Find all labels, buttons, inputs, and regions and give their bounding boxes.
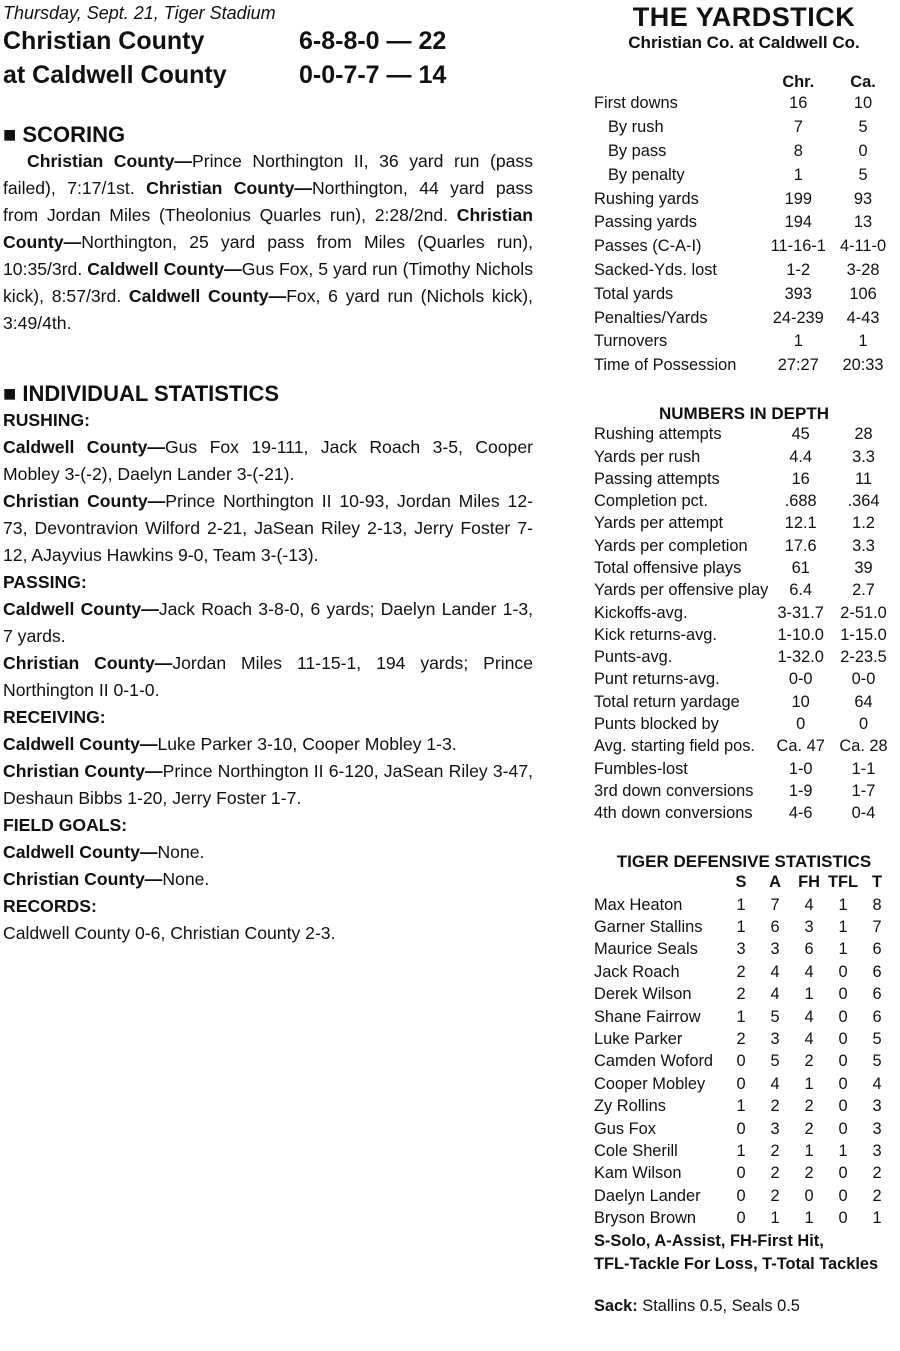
depth-label: Total offensive plays bbox=[594, 558, 742, 577]
defense-row bbox=[594, 1207, 894, 1229]
player-stat: 2 bbox=[804, 1097, 814, 1116]
player-stat: 0 bbox=[736, 1164, 746, 1183]
yardstick-subtitle: Christian Co. at Caldwell Co. bbox=[628, 33, 860, 52]
player-stat: 1 bbox=[736, 1141, 746, 1160]
player-stat: 0 bbox=[736, 1186, 746, 1205]
stat-label: Turnovers bbox=[594, 332, 668, 351]
caldwell-value: 0-0 bbox=[851, 670, 876, 689]
depth-row bbox=[594, 624, 894, 646]
scoring-heading: ■ SCORING bbox=[3, 122, 126, 147]
defense-row bbox=[594, 1028, 894, 1050]
player-name: Maurice Seals bbox=[594, 940, 698, 959]
receiving-label: RECEIVING: bbox=[3, 707, 106, 727]
team-name: at Caldwell County bbox=[3, 60, 227, 89]
defense-col-header: A bbox=[769, 873, 781, 892]
player-stat: 4 bbox=[804, 1007, 814, 1026]
christian-value: 24-239 bbox=[772, 308, 824, 327]
player-stat: 1 bbox=[770, 1209, 780, 1228]
player-name: Cole Sherill bbox=[594, 1141, 678, 1160]
christian-value: 1-0 bbox=[788, 759, 813, 778]
player-stat: 1 bbox=[872, 1209, 882, 1228]
depth-label: Yards per completion bbox=[594, 536, 748, 555]
defense-row bbox=[594, 1118, 894, 1140]
christian-value: 3-31.7 bbox=[777, 603, 824, 622]
yardstick-row bbox=[594, 282, 894, 306]
player-name: Daelyn Lander bbox=[594, 1186, 701, 1205]
player-stat: 0 bbox=[838, 1052, 848, 1071]
player-stat: 0 bbox=[838, 1007, 848, 1026]
depth-label: Yards per attempt bbox=[594, 514, 724, 533]
player-stat: 8 bbox=[872, 895, 882, 914]
christian-value: Ca. 47 bbox=[776, 737, 825, 756]
yardstick-row bbox=[594, 235, 894, 259]
christian-value: 0-0 bbox=[788, 670, 813, 689]
defense-col-header: S bbox=[735, 873, 747, 892]
player-stat: 4 bbox=[770, 985, 780, 1004]
yardstick-row bbox=[594, 163, 894, 187]
caldwell-value: 1 bbox=[858, 332, 868, 351]
christian-value: .688 bbox=[784, 492, 817, 511]
player-stat: 6 bbox=[872, 1007, 882, 1026]
caldwell-value: 2-23.5 bbox=[840, 648, 887, 667]
col-caldwell: Ca. bbox=[850, 73, 876, 91]
stat-label: By pass bbox=[608, 141, 667, 160]
christian-value: 4-6 bbox=[788, 804, 813, 823]
linescore-row-visitor bbox=[3, 24, 533, 58]
player-stat: 1 bbox=[838, 1141, 848, 1160]
defense-row bbox=[594, 983, 894, 1005]
player-stat: 0 bbox=[838, 1119, 848, 1138]
depth-label: Punts-avg. bbox=[594, 648, 673, 667]
yardstick-header bbox=[594, 73, 894, 92]
receiving-christian bbox=[3, 758, 533, 812]
caldwell-value: 1-1 bbox=[851, 759, 876, 778]
caldwell-value: 4-43 bbox=[846, 308, 880, 327]
player-stat: 5 bbox=[770, 1052, 780, 1071]
field-goals-christian bbox=[3, 866, 533, 893]
defense-row bbox=[594, 1073, 894, 1095]
player-stat: 2 bbox=[770, 1097, 780, 1116]
depth-label: Punt returns-avg. bbox=[594, 670, 720, 689]
team-label: Caldwell County— bbox=[3, 599, 159, 619]
scoring-text: Northington, 25 yard pass from Miles (Quarles run), 10:35/3rd. bbox=[3, 232, 533, 279]
caldwell-value: 28 bbox=[854, 425, 873, 444]
defense-legend-1: S-Solo, A-Assist, FH-First Hit, bbox=[594, 1231, 824, 1250]
christian-value: 16 bbox=[789, 94, 808, 113]
player-name: Jack Roach bbox=[594, 962, 680, 981]
christian-value: 1-32.0 bbox=[777, 648, 824, 667]
sack-text: Stallins 0.5, Seals 0.5 bbox=[637, 1296, 800, 1315]
left-column bbox=[3, 0, 533, 947]
depth-label: Passing attempts bbox=[594, 469, 720, 488]
player-stat: 5 bbox=[872, 1052, 882, 1071]
depth-row bbox=[594, 780, 894, 802]
player-stat: 1 bbox=[804, 1074, 814, 1093]
player-stat: 0 bbox=[804, 1186, 814, 1205]
depth-row bbox=[594, 490, 894, 512]
defense-row bbox=[594, 1185, 894, 1207]
depth-row bbox=[594, 535, 894, 557]
yardstick-row bbox=[594, 92, 894, 116]
depth-title: NUMBERS IN DEPTH bbox=[658, 403, 829, 423]
depth-row bbox=[594, 691, 894, 713]
player-stat: 6 bbox=[872, 940, 882, 959]
stat-label: Rushing yards bbox=[594, 189, 699, 208]
depth-label: 3rd down conversions bbox=[594, 781, 754, 800]
scoring-text: Northington, 44 yard pass from Jordan Miles (Theolonius Quarles run), 2:28/2nd. bbox=[3, 178, 533, 225]
depth-row bbox=[594, 446, 894, 468]
player-stat: 4 bbox=[770, 962, 780, 981]
christian-value: 61 bbox=[791, 558, 810, 577]
caldwell-value: 64 bbox=[854, 692, 873, 711]
caldwell-value: 106 bbox=[849, 284, 877, 303]
christian-value: 11-16-1 bbox=[770, 237, 826, 256]
christian-value: 17.6 bbox=[784, 536, 817, 555]
stat-label: By penalty bbox=[608, 165, 685, 184]
depth-row bbox=[594, 736, 894, 758]
christian-value: 1 bbox=[793, 332, 803, 351]
player-name: Garner Stallins bbox=[594, 917, 703, 936]
christian-value: 45 bbox=[791, 425, 810, 444]
player-stat: 2 bbox=[770, 1186, 780, 1205]
yardstick-row bbox=[594, 116, 894, 140]
player-name: Derek Wilson bbox=[594, 985, 692, 1004]
yardstick-row bbox=[594, 187, 894, 211]
stat-text: Jack Roach 3-8-0, 6 yards; Daelyn Lander 1-3, 7 yards. bbox=[3, 599, 533, 646]
sack-label: Sack: bbox=[594, 1296, 638, 1315]
depth-label: Yards per rush bbox=[594, 447, 701, 466]
defense-row bbox=[594, 1095, 894, 1117]
christian-value: 27:27 bbox=[777, 356, 819, 375]
depth-row bbox=[594, 669, 894, 691]
player-stat: 4 bbox=[804, 895, 814, 914]
stat-text: Prince Northington II 6-120, JaSean Riley 3-47, Deshaun Bibbs 1-20, Jerry Foster 1-7. bbox=[3, 761, 533, 808]
defense-row bbox=[594, 961, 894, 983]
player-stat: 3 bbox=[872, 1097, 882, 1116]
caldwell-value: 0 bbox=[858, 715, 869, 734]
caldwell-value: 93 bbox=[853, 189, 873, 208]
christian-value: 1 bbox=[793, 165, 803, 184]
right-column bbox=[594, 0, 894, 1316]
christian-value: 12.1 bbox=[784, 514, 817, 533]
passing-christian bbox=[3, 650, 533, 704]
stat-label: Passing yards bbox=[594, 213, 697, 232]
depth-row bbox=[594, 557, 894, 579]
caldwell-value: 13 bbox=[853, 213, 873, 232]
passing-label: PASSING: bbox=[3, 572, 87, 592]
player-stat: 1 bbox=[804, 1209, 814, 1228]
caldwell-value: 4-11-0 bbox=[839, 237, 887, 256]
yardstick-row bbox=[594, 211, 894, 235]
player-stat: 1 bbox=[838, 917, 848, 936]
christian-value: 0 bbox=[796, 715, 806, 734]
team-label: Christian County— bbox=[3, 869, 163, 889]
player-stat: 5 bbox=[770, 1007, 780, 1026]
scoring-team: Caldwell County— bbox=[87, 259, 242, 279]
depth-label: Yards per offensive play bbox=[594, 581, 769, 600]
yardstick-table bbox=[594, 73, 894, 378]
stat-label: Total yards bbox=[594, 284, 674, 303]
yardstick-row bbox=[594, 330, 894, 354]
player-name: Cooper Mobley bbox=[594, 1074, 706, 1093]
player-stat: 0 bbox=[838, 1164, 848, 1183]
defense-header bbox=[594, 872, 894, 894]
records-text: Caldwell County 0-6, Christian County 2-3. bbox=[3, 923, 336, 943]
stat-label: Time of Possession bbox=[594, 356, 737, 375]
team-label: Christian County— bbox=[3, 653, 173, 673]
player-stat: 0 bbox=[736, 1209, 746, 1228]
player-stat: 3 bbox=[770, 1119, 780, 1138]
passing-caldwell bbox=[3, 596, 533, 650]
depth-label: 4th down conversions bbox=[594, 804, 753, 823]
player-stat: 0 bbox=[838, 1209, 848, 1228]
stat-label: Sacked-Yds. lost bbox=[594, 260, 717, 279]
stat-label: First downs bbox=[594, 94, 678, 113]
player-stat: 1 bbox=[804, 985, 814, 1004]
player-stat: 1 bbox=[736, 895, 746, 914]
linescore-row-home bbox=[3, 58, 533, 92]
depth-row bbox=[594, 580, 894, 602]
player-stat: 3 bbox=[872, 1119, 882, 1138]
depth-label: Kickoffs-avg. bbox=[594, 603, 688, 622]
player-stat: 6 bbox=[872, 985, 882, 1004]
scoring-text: Prince Northington II, 36 yard run (pass failed), 7:17/1st. bbox=[3, 151, 533, 198]
player-name: Luke Parker bbox=[594, 1029, 683, 1048]
depth-row bbox=[594, 602, 894, 624]
team-name: Christian County bbox=[3, 26, 205, 55]
player-stat: 0 bbox=[838, 985, 848, 1004]
team-label: Caldwell County— bbox=[3, 734, 158, 754]
player-name: Camden Woford bbox=[594, 1052, 714, 1071]
scoring-team: Christian County— bbox=[3, 205, 533, 252]
caldwell-value: 3.3 bbox=[852, 536, 875, 555]
player-stat: 3 bbox=[872, 1141, 882, 1160]
caldwell-value: 3-28 bbox=[846, 260, 880, 279]
player-stat: 6 bbox=[872, 962, 882, 981]
yardstick-row bbox=[594, 354, 894, 378]
player-name: Shane Fairrow bbox=[594, 1007, 701, 1026]
caldwell-value: 1.2 bbox=[852, 514, 875, 533]
player-stat: 4 bbox=[770, 1074, 780, 1093]
player-stat: 3 bbox=[770, 940, 780, 959]
team-label: Caldwell County— bbox=[3, 842, 158, 862]
depth-label: Punts blocked by bbox=[594, 715, 719, 734]
yardstick-row bbox=[594, 140, 894, 164]
christian-value: 8 bbox=[793, 141, 803, 160]
stat-text: Jordan Miles 11-15-1, 194 yards; Prince Northington II 0-1-0. bbox=[3, 653, 533, 700]
player-stat: 2 bbox=[804, 1164, 814, 1183]
defense-row bbox=[594, 1140, 894, 1162]
player-stat: 1 bbox=[736, 1007, 746, 1026]
christian-value: 16 bbox=[791, 469, 810, 488]
stat-text: None. bbox=[157, 842, 205, 862]
caldwell-value: 1-15.0 bbox=[840, 625, 887, 644]
player-stat: 2 bbox=[736, 985, 746, 1004]
defense-row bbox=[594, 1006, 894, 1028]
caldwell-value: Ca. 28 bbox=[839, 737, 888, 756]
player-stat: 3 bbox=[736, 940, 746, 959]
caldwell-value: 5 bbox=[858, 118, 868, 137]
depth-label: Total return yardage bbox=[594, 692, 740, 711]
stat-text: None. bbox=[162, 869, 210, 889]
rushing-christian bbox=[3, 488, 533, 569]
depth-row bbox=[594, 513, 894, 535]
player-stat: 6 bbox=[770, 917, 780, 936]
yardstick-row bbox=[594, 306, 894, 330]
stat-text: Luke Parker 3-10, Cooper Mobley 1-3. bbox=[157, 734, 457, 754]
defense-row bbox=[594, 916, 894, 938]
defense-row bbox=[594, 1163, 894, 1185]
scoring-team: Christian County— bbox=[146, 178, 312, 198]
player-stat: 0 bbox=[838, 1074, 848, 1093]
player-name: Gus Fox bbox=[594, 1119, 656, 1138]
caldwell-value: 39 bbox=[854, 558, 873, 577]
scoring-text: Gus Fox, 5 yard run (Timothy Nichols kick), 8:57/3rd. bbox=[3, 259, 534, 306]
christian-value: 199 bbox=[784, 189, 812, 208]
depth-label: Kick returns-avg. bbox=[594, 625, 717, 644]
player-stat: 7 bbox=[872, 917, 882, 936]
player-stat: 7 bbox=[770, 895, 780, 914]
player-stat: 2 bbox=[804, 1052, 814, 1071]
player-stat: 0 bbox=[838, 1029, 848, 1048]
stat-text: Prince Northington II 10-93, Jordan Miles 12-73, Devontravion Wilford 2-21, JaSean Riley 2-13, Jerry Foster 7-12, AJayvius Hawkins 9-0, Team 3-(-13). bbox=[3, 491, 533, 565]
yardstick-title: THE YARDSTICK bbox=[632, 2, 856, 32]
player-stat: 4 bbox=[872, 1074, 882, 1093]
depth-label: Completion pct. bbox=[594, 492, 708, 511]
caldwell-value: 20:33 bbox=[842, 356, 884, 375]
player-stat: 3 bbox=[804, 917, 814, 936]
defense-row bbox=[594, 894, 894, 916]
depth-row bbox=[594, 647, 894, 669]
player-stat: 1 bbox=[804, 1141, 814, 1160]
player-name: Zy Rollins bbox=[594, 1097, 666, 1116]
stat-label: Penalties/Yards bbox=[594, 308, 708, 327]
player-stat: 0 bbox=[838, 962, 848, 981]
player-stat: 5 bbox=[872, 1029, 882, 1048]
rushing-caldwell bbox=[3, 434, 533, 488]
team-score: 0-0-7-7 — 14 bbox=[299, 60, 447, 89]
player-name: Bryson Brown bbox=[594, 1209, 697, 1228]
caldwell-value: 10 bbox=[853, 94, 873, 113]
player-stat: 0 bbox=[838, 1097, 848, 1116]
player-stat: 0 bbox=[736, 1074, 746, 1093]
christian-value: 4.4 bbox=[789, 447, 813, 466]
player-stat: 2 bbox=[872, 1164, 882, 1183]
player-stat: 3 bbox=[770, 1029, 780, 1048]
receiving-caldwell bbox=[3, 731, 533, 758]
player-stat: 1 bbox=[838, 895, 848, 914]
player-name: Kam Wilson bbox=[594, 1164, 682, 1183]
player-stat: 4 bbox=[804, 962, 814, 981]
player-stat: 1 bbox=[736, 1097, 746, 1116]
field-goals-caldwell bbox=[3, 839, 533, 866]
depth-row bbox=[594, 468, 894, 490]
player-stat: 1 bbox=[736, 917, 746, 936]
yardstick-row bbox=[594, 259, 894, 283]
caldwell-value: 5 bbox=[858, 165, 868, 184]
stat-label: Passes (C-A-I) bbox=[594, 237, 702, 256]
team-label: Christian County— bbox=[3, 491, 166, 511]
caldwell-value: 2.7 bbox=[852, 581, 875, 600]
defense-col-header: T bbox=[871, 873, 882, 892]
col-christian: Chr. bbox=[782, 73, 815, 91]
caldwell-value: 0-4 bbox=[851, 804, 876, 823]
player-stat: 2 bbox=[736, 1029, 746, 1048]
christian-value: 194 bbox=[784, 213, 812, 232]
field-goals-label: FIELD GOALS: bbox=[3, 815, 128, 835]
player-stat: 4 bbox=[804, 1029, 814, 1048]
christian-value: 1-9 bbox=[788, 781, 813, 800]
player-stat: 2 bbox=[736, 962, 746, 981]
defense-table bbox=[594, 872, 894, 1230]
depth-row bbox=[594, 424, 894, 446]
defense-legend-2: TFL-Tackle For Loss, T-Total Tackles bbox=[594, 1254, 879, 1273]
christian-value: 1-2 bbox=[786, 260, 811, 279]
caldwell-value: 0 bbox=[858, 141, 868, 160]
christian-value: 393 bbox=[784, 284, 812, 303]
player-stat: 0 bbox=[736, 1052, 746, 1071]
player-stat: 2 bbox=[804, 1119, 814, 1138]
scoring-team: Christian County— bbox=[27, 151, 192, 171]
defense-row bbox=[594, 939, 894, 961]
depth-row bbox=[594, 713, 894, 735]
stat-text: Gus Fox 19-111, Jack Roach 3-5, Cooper Mobley 3-(-2), Daelyn Lander 3-(-21). bbox=[3, 437, 533, 484]
rushing-label: RUSHING: bbox=[3, 410, 90, 430]
caldwell-value: 2-51.0 bbox=[840, 603, 887, 622]
team-label: Caldwell County— bbox=[3, 437, 165, 457]
depth-row bbox=[594, 758, 894, 780]
caldwell-value: 3.3 bbox=[852, 447, 875, 466]
defense-row bbox=[594, 1051, 894, 1073]
player-stat: 0 bbox=[736, 1119, 746, 1138]
caldwell-value: .364 bbox=[847, 492, 880, 511]
player-stat: 6 bbox=[804, 940, 814, 959]
player-stat: 2 bbox=[770, 1141, 780, 1160]
player-stat: 0 bbox=[838, 1186, 848, 1205]
player-stat: 1 bbox=[838, 940, 848, 959]
scoring-team: Caldwell County— bbox=[128, 286, 287, 306]
defense-title: TIGER DEFENSIVE STATISTICS bbox=[616, 851, 872, 871]
christian-value: 7 bbox=[793, 118, 803, 137]
team-score: 6-8-8-0 — 22 bbox=[299, 26, 447, 55]
scoring-text: Fox, 6 yard run (Nichols kick), 3:49/4th. bbox=[3, 286, 533, 333]
depth-label: Rushing attempts bbox=[594, 425, 722, 444]
sack-line bbox=[594, 1297, 894, 1316]
caldwell-value: 11 bbox=[855, 469, 873, 488]
player-stat: 2 bbox=[770, 1164, 780, 1183]
christian-value: 10 bbox=[791, 692, 810, 711]
defense-col-header: FH bbox=[798, 873, 820, 892]
christian-value: 6.4 bbox=[789, 581, 813, 600]
depth-row bbox=[594, 803, 894, 825]
dateline: Thursday, Sept. 21, Tiger Stadium bbox=[3, 3, 276, 23]
team-label: Christian County— bbox=[3, 761, 163, 781]
scoring-summary bbox=[3, 148, 533, 337]
player-stat: 2 bbox=[872, 1186, 882, 1205]
depth-label: Fumbles-lost bbox=[594, 759, 688, 778]
individual-heading: ■ INDIVIDUAL STATISTICS bbox=[3, 381, 280, 406]
depth-table bbox=[594, 424, 894, 825]
player-name: Max Heaton bbox=[594, 895, 683, 914]
christian-value: 1-10.0 bbox=[777, 625, 824, 644]
defense-col-header: TFL bbox=[827, 873, 859, 892]
records-label: RECORDS: bbox=[3, 896, 97, 916]
stat-label: By rush bbox=[608, 118, 664, 137]
depth-label: Avg. starting field pos. bbox=[594, 737, 755, 756]
caldwell-value: 1-7 bbox=[851, 781, 876, 800]
